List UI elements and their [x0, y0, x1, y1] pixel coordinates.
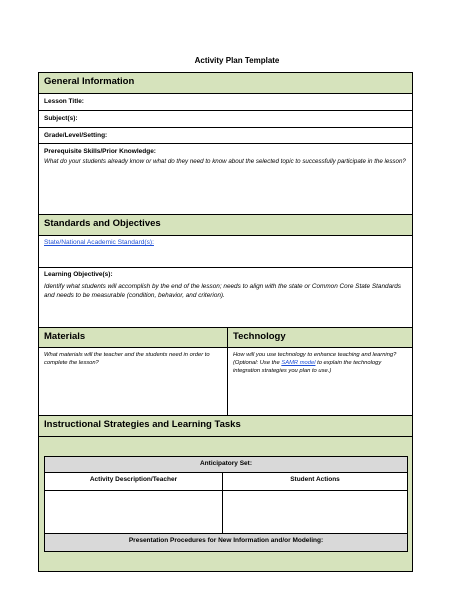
presentation-procedures-label: Presentation Procedures for New Information and/or Modeling:: [45, 534, 407, 551]
anticipatory-body-row: [45, 491, 407, 534]
technology-text-before: How will you use technology to enhance teaching and learning? (Optional: Use the: [233, 352, 397, 366]
subjects-label: Subject(s):: [44, 115, 78, 122]
page-title: Activity Plan Template: [194, 56, 280, 65]
lesson-title-label: Lesson Title:: [44, 98, 84, 105]
student-actions-cell[interactable]: [223, 491, 407, 533]
materials-cell[interactable]: [39, 348, 228, 415]
standards-row[interactable]: [39, 236, 412, 268]
teacher-activity-cell[interactable]: [45, 491, 223, 533]
lesson-title-row[interactable]: [39, 94, 412, 111]
anticipatory-set-label: Anticipatory Set:: [45, 457, 407, 473]
materials-text: What materials will the teacher and the students need in order to complete the lesson?: [44, 352, 210, 366]
prereq-row[interactable]: [39, 144, 412, 215]
anticipatory-columns-header: [45, 473, 407, 491]
col-teacher-header: Activity Description/Teacher: [45, 473, 223, 490]
materials-tech-header-row: [39, 328, 412, 348]
materials-header: Materials: [39, 328, 228, 347]
objective-label: Learning Objective(s):: [44, 271, 113, 278]
standards-header: Standards and Objectives: [39, 215, 412, 236]
technology-header: Technology: [228, 328, 412, 347]
standards-link[interactable]: State/National Academic Standard(s):: [44, 239, 154, 246]
col-students-header: Student Actions: [290, 476, 340, 483]
technology-cell[interactable]: [228, 348, 412, 415]
instructional-header: Instructional Strategies and Learning Tasks: [39, 416, 412, 437]
prereq-label: Prerequisite Skills/Prior Knowledge:: [44, 148, 156, 155]
samr-model-link[interactable]: SAMR model: [281, 360, 316, 366]
objective-row[interactable]: [39, 268, 412, 328]
grade-label: Grade/Level/Setting:: [44, 132, 108, 139]
anticipatory-table: [44, 456, 408, 552]
technology-text-after: to explain the technology integration strategies you plan to use.): [233, 360, 382, 374]
general-information-header: General Information: [39, 73, 412, 94]
prereq-text: What do your students already know or what do they need to know about the selected topic to successfully participate in the lesson?: [44, 158, 406, 165]
objective-text: Identify what students will accomplish by the end of the lesson; needs to align with the state or Common Core State Standards and needs to be measurable (condition, behavior, and criterion).: [44, 283, 402, 299]
grade-row[interactable]: [39, 128, 412, 144]
subjects-row[interactable]: [39, 111, 412, 128]
technology-text: [228, 351, 412, 375]
materials-tech-body-row: [39, 348, 412, 416]
